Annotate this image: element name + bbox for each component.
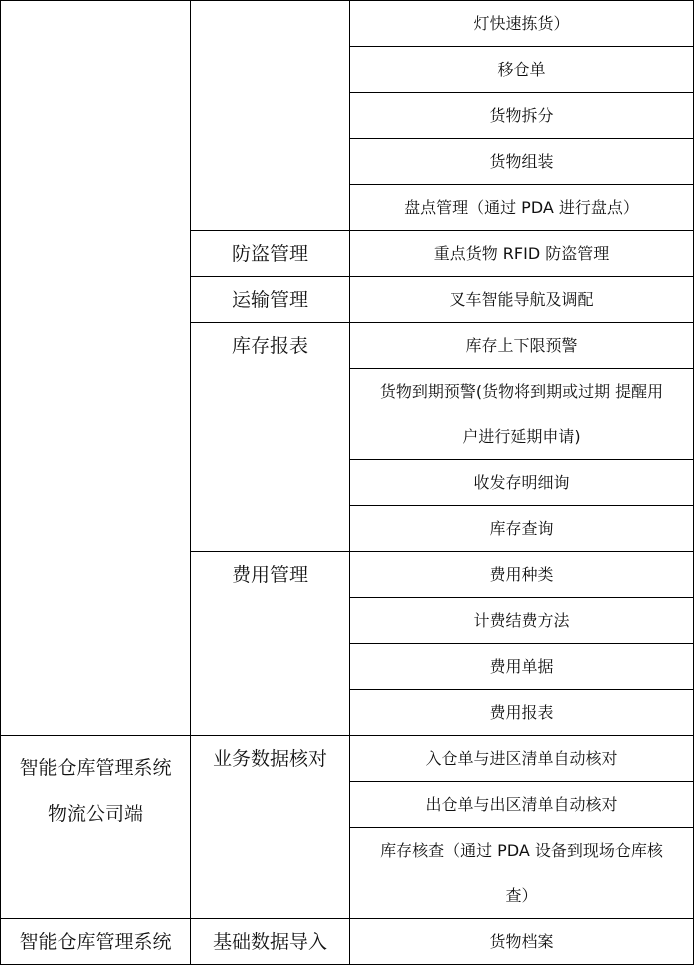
module-cell-biz-check: 业务数据核对: [191, 736, 350, 919]
function-cell: 库存查询: [350, 506, 694, 552]
function-cell: 叉车智能导航及调配: [350, 277, 694, 323]
function-cell: 出仓单与出区清单自动核对: [350, 782, 694, 828]
module-cell-blank: [191, 1, 350, 231]
module-cell-transport: 运输管理: [191, 277, 350, 323]
function-cell: 库存核查（通过 PDA 设备到现场仓库核 查）: [350, 828, 694, 919]
function-cell: 入仓单与进区清单自动核对: [350, 736, 694, 782]
function-cell: 灯快速拣货）: [350, 1, 694, 47]
system-cell-last: 智能仓库管理系统: [1, 919, 191, 965]
module-cell-fee-mgmt: 费用管理: [191, 552, 350, 736]
system-cell-blank: [1, 1, 191, 736]
function-cell: 费用单据: [350, 644, 694, 690]
function-cell: 货物拆分: [350, 93, 694, 139]
table-row: [1, 919, 694, 965]
function-cell: 货物到期预警(货物将到期或过期 提醒用 户进行延期申请): [350, 369, 694, 460]
function-cell: 费用种类: [350, 552, 694, 598]
function-cell: 盘点管理（通过 PDA 进行盘点）: [350, 185, 694, 231]
function-cell: 收发存明细询: [350, 460, 694, 506]
function-cell: 移仓单: [350, 47, 694, 93]
table-row: [1, 1, 694, 47]
function-cell: 货物组装: [350, 139, 694, 185]
function-cell: 库存上下限预警: [350, 323, 694, 369]
module-cell-base-import: 基础数据导入: [191, 919, 350, 965]
system-cell-logistics: 智能仓库管理系统 物流公司端: [1, 736, 191, 919]
function-cell: 重点货物 RFID 防盗管理: [350, 231, 694, 277]
module-cell-inventory-report: 库存报表: [191, 323, 350, 552]
function-cell: 货物档案: [350, 919, 694, 965]
function-cell: 计费结费方法: [350, 598, 694, 644]
function-cell: 费用报表: [350, 690, 694, 736]
table-row: [1, 736, 694, 782]
module-cell-anti-theft: 防盗管理: [191, 231, 350, 277]
